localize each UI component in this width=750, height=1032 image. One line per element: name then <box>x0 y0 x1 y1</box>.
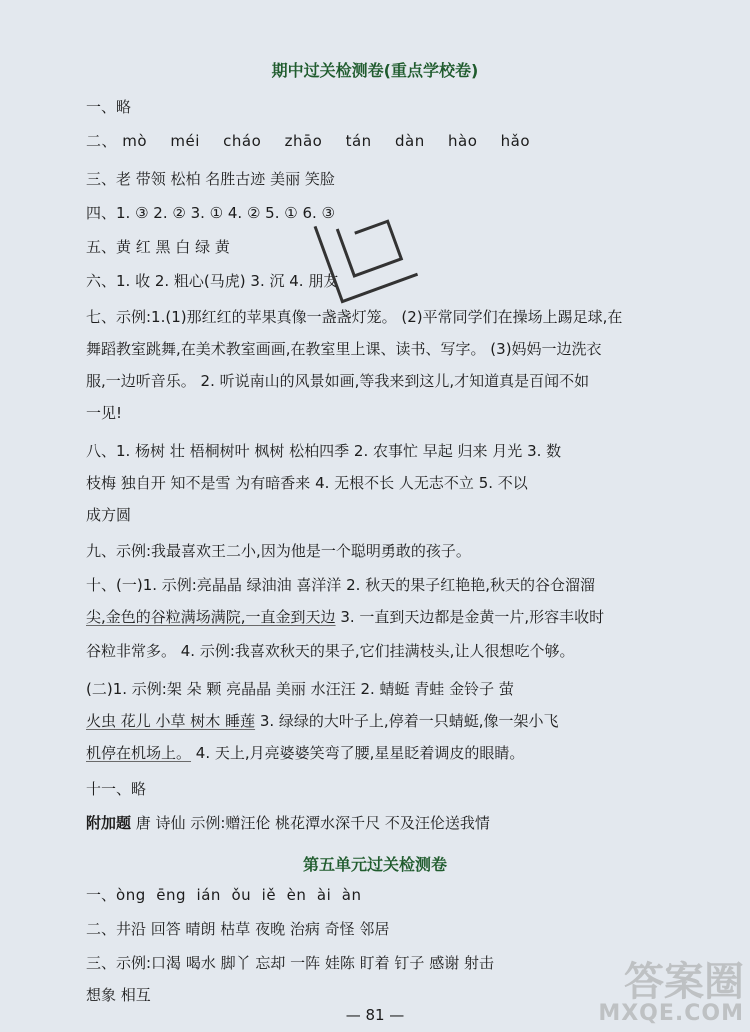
pinyin-5: tán <box>345 132 372 150</box>
underlined-words: 火虫 花儿 小草 树木 睡莲 <box>86 712 256 730</box>
section-10-line-5 <box>86 710 710 732</box>
extra-question <box>86 812 710 834</box>
section-7-line-4: 一见! <box>86 404 123 422</box>
section-8-line-3: 成方圆 <box>86 506 132 524</box>
section-1: 一、略 <box>86 98 132 116</box>
unit5-title: 第五单元过关检测卷 <box>302 855 447 874</box>
section-7-line-2: 舞蹈教室跳舞,在美术教室画画,在教室里上课、读书、写字。 (3)妈妈一边洗衣 <box>86 340 602 358</box>
section-11: 十一、略 <box>86 780 147 798</box>
section-10-line-5-rest: 3. 绿绿的大叶子上,停着一只蜻蜓,像一架小飞 <box>255 712 559 730</box>
section-10-line-6 <box>86 742 710 764</box>
pinyin-6: dàn <box>394 132 425 150</box>
pinyin-7: hào <box>448 132 478 150</box>
pinyin-8: hǎo <box>500 132 531 150</box>
pinyin-1: mò <box>122 132 148 150</box>
section-2 <box>86 130 710 152</box>
unit5-section-1-label: 一、 <box>86 886 117 904</box>
unit5-section-3-line-2: 想象 相互 <box>86 986 151 1004</box>
pinyin-2: méi <box>170 132 200 150</box>
section-7-line-3: 服,一边听音乐。 2. 听说南山的风景如画,等我来到这儿,才知道真是百闻不如 <box>86 372 590 390</box>
pinyin-4: zhāo <box>284 132 323 150</box>
unit5-section-1 <box>86 884 710 906</box>
section-9: 九、示例:我最喜欢王二小,因为他是一个聪明勇敢的孩子。 <box>86 542 471 560</box>
underlined-sentence: 机停在机场上。 <box>86 744 192 762</box>
page-number: — 81 — <box>345 1006 405 1024</box>
section-10-line-4: (二)1. 示例:架 朵 颗 亮晶晶 美丽 水汪汪 2. 蜻蜓 青蛙 金铃子 萤 <box>86 680 514 698</box>
section-10-line-6-rest: 4. 天上,月亮婆婆笑弯了腰,星星眨着调皮的眼睛。 <box>191 744 525 762</box>
section-7-line-1: 七、示例:1.(1)那红红的苹果真像一盏盏灯笼。 (2)平常同学们在操场上踢足球,在 <box>86 308 623 326</box>
section-6: 六、1. 收 2. 粗心(马虎) 3. 沉 4. 朋友 <box>86 272 339 290</box>
midterm-title: 期中过关检测卷(重点学校卷) <box>271 61 479 80</box>
section-3: 三、老 带领 松柏 名胜古迹 美丽 笑脸 <box>86 170 335 188</box>
unit5-section-3-line-1: 三、示例:口渴 喝水 脚丫 忘却 一阵 娃陈 盯着 钉子 感谢 射击 <box>86 954 494 972</box>
section-10-line-3: 谷粒非常多。 4. 示例:我喜欢秋天的果子,它们挂满枝头,让人很想吃个够。 <box>86 642 575 660</box>
unit5-pinyin: òng ēng ián ǒu iě èn ài àn <box>116 886 362 904</box>
watermark-line-2: MXQE.COM <box>598 1001 744 1026</box>
unit5-section-2: 二、井沿 回答 晴朗 枯草 夜晚 治病 奇怪 邻居 <box>86 920 390 938</box>
section-8-line-1: 八、1. 杨树 壮 梧桐树叶 枫树 松柏四季 2. 农事忙 早起 归来 月光 3. 数 <box>86 442 562 460</box>
watermark-line-1: 答案圈 <box>624 959 744 1005</box>
section-10-line-2-rest: 3. 一直到天边都是金黄一片,形容丰收时 <box>335 608 605 626</box>
pinyin-3: cháo <box>223 132 262 150</box>
extra-label: 附加题 <box>86 814 132 832</box>
watermark <box>598 959 744 1026</box>
section-4: 四、1. ③ 2. ② 3. ① 4. ② 5. ① 6. ③ <box>86 204 336 222</box>
extra-text: 唐 诗仙 示例:赠汪伦 桃花潭水深千尺 不及汪伦送我情 <box>131 814 490 832</box>
underlined-answer: 尖,金色的谷粒满场满院,一直金到天边 <box>86 608 336 626</box>
section-10-line-2 <box>86 606 710 628</box>
section-2-label: 二、 <box>86 132 118 150</box>
section-5: 五、黄 红 黑 白 绿 黄 <box>86 238 230 256</box>
section-8-line-2: 枝梅 独自开 知不是雪 为有暗香来 4. 无根不长 人无志不立 5. 不以 <box>86 474 528 492</box>
section-10-line-1: 十、(一)1. 示例:亮晶晶 绿油油 喜洋洋 2. 秋天的果子红艳艳,秋天的谷仓溜溜 <box>86 576 595 594</box>
